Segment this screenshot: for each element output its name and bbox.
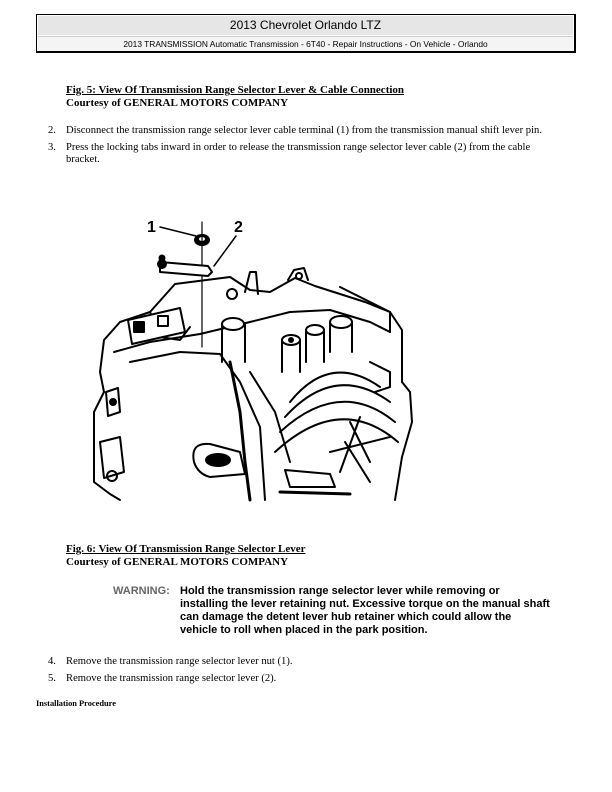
figure-5-title: Fig. 5: View Of Transmission Range Selector Lever & Cable Connection <box>66 84 405 96</box>
step-number: 5. <box>48 672 56 684</box>
step-number: 4. <box>48 656 56 667</box>
transmission-drawing <box>90 212 430 504</box>
steps-list-b <box>46 656 566 689</box>
callout-1: 1 <box>147 219 156 236</box>
selector-lever <box>158 256 212 277</box>
step-item <box>46 125 566 138</box>
figure-5-caption <box>66 84 404 110</box>
figure-6-illustration <box>90 212 430 504</box>
callout-2: 2 <box>234 219 243 236</box>
warning-label: WARNING: <box>113 585 170 597</box>
vehicle-title: 2013 Chevrolet Orlando LTZ <box>38 16 573 35</box>
step-text: Disconnect the transmission range selector lever cable terminal (1) from the transmission manual shift lever pin. <box>66 125 542 136</box>
transmission-body <box>94 268 412 500</box>
step-item <box>46 142 566 167</box>
installation-procedure-heading: Installation Procedure <box>36 699 116 708</box>
warning-text: Hold the transmission range selector lever while removing or installing the lever retaining nut. Excessive torque on the manual shaft can damage the detent lever hub retainer which could allow the vehicle to roll when placed in the park position. <box>180 585 550 636</box>
callout-1-leader <box>160 227 196 236</box>
step-text: Press the locking tabs inward in order to release the transmission range selector lever cable (2) from the cable bracket. <box>66 141 531 165</box>
figure-6-courtesy: Courtesy of GENERAL MOTORS COMPANY <box>66 556 289 568</box>
callout-2-leader <box>214 236 236 266</box>
figure-6-caption <box>66 543 306 569</box>
step-text: Remove the transmission range selector lever nut (1). <box>66 656 293 667</box>
step-item <box>46 673 566 686</box>
figure-6-title: Fig. 6: View Of Transmission Range Selector Lever <box>66 543 306 555</box>
step-text: Remove the transmission range selector lever (2). <box>66 672 277 684</box>
figure-5-courtesy: Courtesy of GENERAL MOTORS COMPANY <box>66 97 289 109</box>
step-number: 3. <box>48 141 56 153</box>
step-item <box>46 656 566 669</box>
step-number: 2. <box>48 125 56 136</box>
steps-list-a <box>46 125 566 171</box>
document-subtitle: 2013 TRANSMISSION Automatic Transmission - 6T40 - Repair Instructions - On Vehicle - Orlando <box>38 36 573 51</box>
document-header <box>36 14 576 53</box>
